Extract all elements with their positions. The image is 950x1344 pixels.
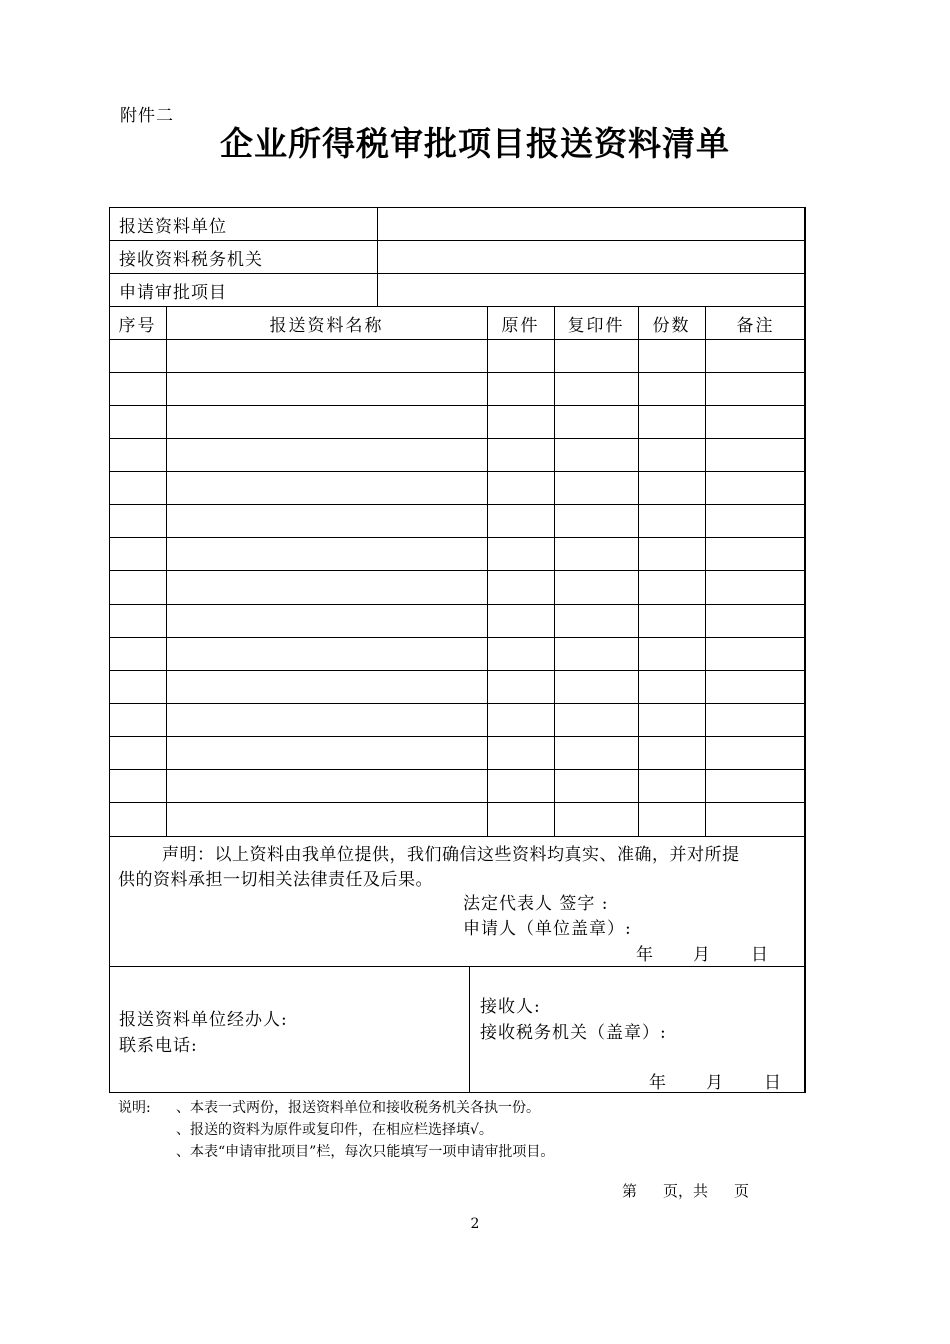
page-number: 2 [470,1216,480,1232]
row-divider [109,670,806,671]
receiving-office-seal[interactable]: 接收税务机关（盖章）: [480,1023,667,1043]
row-divider [109,273,806,274]
header-remark: 备注 [736,316,775,336]
note-item: 、报送的资料为原件或复印件，在相应栏选择填√。 [176,1122,493,1138]
row-divider [109,736,806,737]
column-divider [705,306,706,836]
date-month: 月 [706,1073,723,1093]
row-divider [109,438,806,439]
info-label-approval-item: 申请审批项目 [119,283,227,303]
row-divider [109,372,806,373]
page-label: 第 [622,1182,638,1200]
row-divider [109,703,806,704]
note-item: 、本表一式两份，报送资料单位和接收税务机关各执一份。 [176,1100,540,1116]
row-divider [109,405,806,406]
header-original: 原件 [501,316,540,336]
column-divider [166,306,167,836]
handler-field[interactable]: 报送资料单位经办人: [119,1010,288,1030]
header-name: 报送资料名称 [269,316,384,336]
declaration-text-line2: 供的资料承担一切相关法律责任及后果。 [118,870,433,890]
row-divider [109,966,806,967]
page-info [622,1180,749,1201]
row-divider [109,471,806,472]
header-count: 份数 [652,316,691,336]
page-unit-label: 页，共 [663,1182,709,1200]
phone-field[interactable]: 联系电话: [119,1036,198,1056]
header-seq: 序号 [118,316,157,336]
row-divider [109,604,806,605]
row-divider [109,570,806,571]
column-divider [487,306,488,836]
date-day: 日 [751,945,768,965]
row-divider [109,637,806,638]
date-day: 日 [764,1073,781,1093]
column-divider [638,306,639,836]
date-year: 年 [649,1073,666,1093]
receipt-date [649,1068,781,1093]
note-item: 、本表“申请审批项目”栏，每次只能填写一项申请审批项目。 [176,1144,555,1160]
row-divider [109,240,806,241]
column-divider [554,306,555,836]
legal-rep-signature[interactable]: 法定代表人 签字 : [463,894,609,914]
applicant-seal[interactable]: 申请人（单位盖章）: [463,919,632,939]
info-label-submitting-unit: 报送资料单位 [119,217,227,237]
row-divider [109,306,806,307]
row-divider [109,504,806,505]
header-copy: 复印件 [567,316,625,336]
document-title: 企业所得税审批项目报送资料清单 [220,124,730,163]
row-divider [109,537,806,538]
row-divider [109,802,806,803]
row-divider [109,339,806,340]
receiver-field[interactable]: 接收人: [480,997,541,1017]
total-unit-label: 页 [734,1182,750,1200]
notes-label: 说明: [118,1100,151,1116]
column-divider [377,207,378,306]
date-month: 月 [693,945,710,965]
row-divider [109,836,806,837]
info-label-receiving-office: 接收资料税务机关 [119,250,263,270]
attachment-label: 附件二 [120,106,174,126]
declaration-date [636,940,768,965]
declaration-text-line1: 声明：以上资料由我单位提供，我们确信这些资料均真实、准确，并对所提 [162,845,740,865]
date-year: 年 [636,945,653,965]
row-divider [109,769,806,770]
column-divider [469,966,470,1093]
